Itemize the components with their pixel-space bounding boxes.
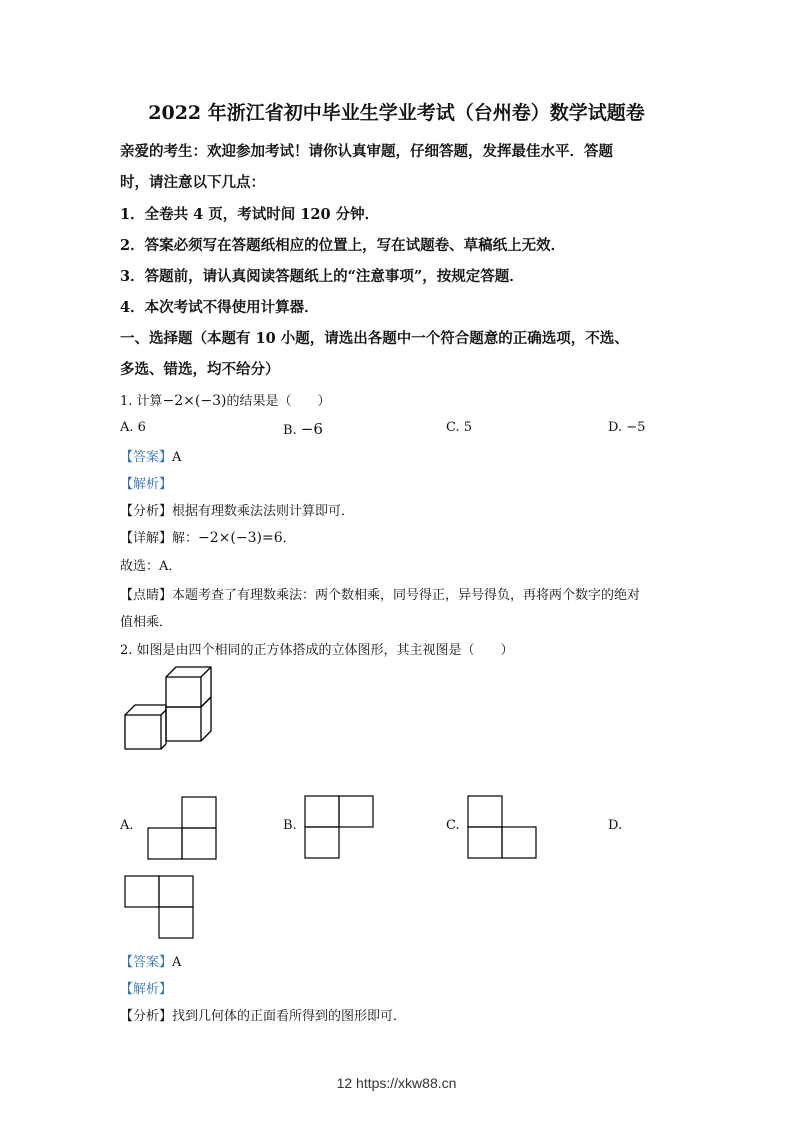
note-3: 3．答题前，请认真阅读答题纸上的“注意事项”，按规定答题．	[120, 268, 524, 285]
q2-option-c-label: C.	[446, 818, 460, 833]
q1-guxuan: 故选：A．	[120, 559, 182, 574]
q2-analysis-tag: 【解析】	[120, 982, 173, 997]
intro-line-2: 时，请注意以下几点：	[120, 174, 265, 191]
q1-option-b-math: −6	[300, 420, 323, 438]
q1-option-a: A. 6	[120, 420, 146, 435]
q2-answer	[120, 951, 181, 970]
q1-stem	[120, 390, 331, 409]
q1-fenxi-text: 根据有理数乘法法则计算即可．	[172, 504, 355, 519]
q2-fenxi-tag: 【分析】	[120, 1009, 173, 1024]
q1-dianjing-line-1	[120, 584, 640, 603]
q2-answer-tag: 【答案】	[120, 955, 173, 970]
q1-option-d-label: D.	[608, 420, 627, 435]
q1-option-b	[283, 420, 323, 438]
q1-fenxi	[120, 500, 354, 519]
q1-stem-tail: 的结果是（ ）	[226, 394, 331, 409]
q1-option-d	[608, 420, 645, 435]
q1-option-c: C. 5	[446, 420, 473, 435]
q1-xiangjie-pre: 解：	[172, 531, 199, 546]
q1-xiangjie-tag: 【详解】	[120, 531, 173, 546]
note-4: 4．本次考试不得使用计算器．	[120, 299, 319, 316]
note-1: 1．全卷共 4 页，考试时间 120 分钟．	[120, 206, 380, 223]
q2-option-d-label: D.	[608, 818, 623, 833]
q2-fenxi-text: 找到几何体的正面看所得到的图形即可．	[172, 1009, 407, 1024]
section-heading-line-1: 一、选择题（本题有 10 小题，请选出各题中一个符合题意的正确选项，不选、	[120, 330, 629, 347]
q2-option-d-figure	[124, 874, 196, 940]
intro-line-1: 亲爱的考生：欢迎参加考试！请你认真审题，仔细答题，发挥最佳水平．答题	[120, 143, 613, 160]
q1-option-d-math: −5	[626, 420, 646, 435]
page-footer: 12 https://xkw88.cn	[336, 1075, 457, 1091]
q1-answer-value: A	[172, 450, 182, 465]
q1-stem-math: −2×(−3)	[162, 393, 227, 409]
q2-option-c-figure	[467, 794, 539, 860]
q1-option-b-label: B.	[283, 423, 301, 438]
q1-dianjing-line-2: 值相乘．	[120, 615, 173, 630]
q2-answer-value: A	[172, 955, 182, 970]
page-title: 2022 年浙江省初中毕业生学业考试（台州卷）数学试题卷	[148, 102, 645, 124]
q2-option-a-label: A.	[120, 818, 134, 833]
note-2: 2．答案必须写在答题纸相应的位置上，写在试题卷、草稿纸上无效．	[120, 237, 566, 254]
q2-option-a-figure	[147, 795, 219, 861]
q1-xiangjie-math: −2×(−3)=6	[198, 530, 283, 546]
q1-fenxi-tag: 【分析】	[120, 504, 173, 519]
q2-option-b-figure	[304, 795, 376, 861]
q1-dianjing-tag: 【点睛】	[120, 588, 173, 603]
section-heading-line-2: 多选、错选，均不给分）	[120, 361, 280, 378]
q2-solid-figure	[120, 665, 220, 755]
q1-answer	[120, 446, 181, 465]
q1-dianjing-text: 本题考查了有理数乘法：两个数相乘，同号得正，异号得负，再将两个数字的绝对	[172, 588, 641, 603]
q1-analysis-tag: 【解析】	[120, 477, 173, 492]
q1-xiangjie-post: ．	[282, 531, 296, 546]
q1-answer-tag: 【答案】	[120, 450, 173, 465]
q2-fenxi	[120, 1005, 406, 1024]
q1-stem-text: 1. 计算	[120, 394, 163, 409]
q2-option-b-label: B.	[283, 818, 297, 833]
q1-xiangjie	[120, 527, 296, 546]
q2-stem: 2. 如图是由四个相同的正方体搭成的立体图形，其主视图是（ ）	[120, 643, 514, 658]
